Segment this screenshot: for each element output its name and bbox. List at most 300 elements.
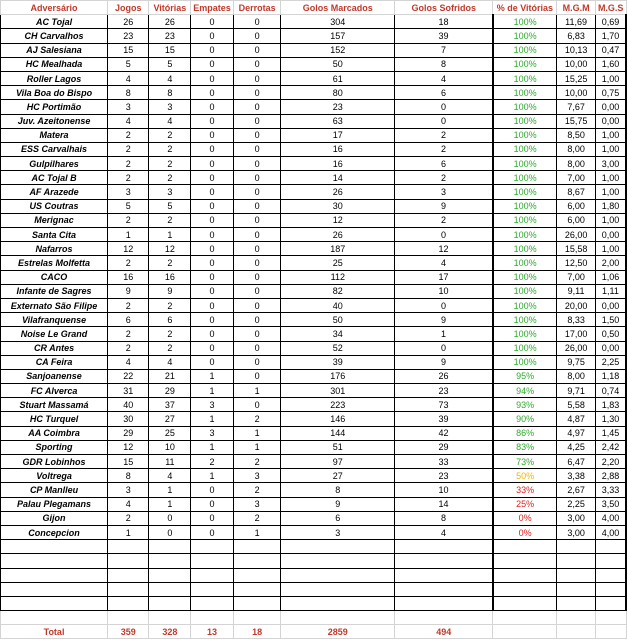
cell-mgm[interactable]: 7,00 — [557, 171, 596, 185]
cell-pct-vitorias[interactable]: 100% — [493, 100, 557, 114]
empty-cell[interactable] — [1, 582, 108, 596]
empty-cell[interactable] — [493, 611, 557, 625]
cell-empates[interactable]: 0 — [191, 199, 234, 213]
cell-mgm[interactable]: 8,50 — [557, 128, 596, 142]
cell-empates[interactable]: 0 — [191, 497, 234, 511]
empty-cell[interactable] — [557, 611, 596, 625]
cell-golos-sofridos[interactable]: 8 — [395, 57, 493, 71]
cell-mgm[interactable]: 4,97 — [557, 426, 596, 440]
cell-vitorias[interactable]: 2 — [149, 298, 191, 312]
cell-mgs[interactable]: 1,80 — [595, 199, 626, 213]
cell-adversario[interactable]: US Coutras — [1, 199, 108, 213]
cell-pct-vitorias[interactable]: 100% — [493, 341, 557, 355]
cell-mgm[interactable]: 12,50 — [557, 256, 596, 270]
cell-mgs[interactable]: 1,70 — [595, 29, 626, 43]
cell-golos-sofridos[interactable]: 9 — [395, 199, 493, 213]
cell-mgm[interactable]: 6,83 — [557, 29, 596, 43]
cell-golos-marcados[interactable]: 3 — [281, 525, 395, 539]
cell-pct-vitorias[interactable]: 100% — [493, 157, 557, 171]
cell-golos-sofridos[interactable]: 4 — [395, 525, 493, 539]
cell-jogos[interactable]: 9 — [108, 284, 149, 298]
cell-pct-vitorias[interactable]: 100% — [493, 256, 557, 270]
cell-empates[interactable]: 0 — [191, 341, 234, 355]
cell-jogos[interactable]: 2 — [108, 128, 149, 142]
cell-empates[interactable]: 0 — [191, 142, 234, 156]
cell-mgm[interactable]: 10,00 — [557, 57, 596, 71]
cell-derrotas[interactable]: 3 — [233, 469, 281, 483]
cell-jogos[interactable]: 3 — [108, 185, 149, 199]
header-adversario[interactable]: Adversário — [1, 1, 108, 15]
cell-adversario[interactable]: Noise Le Grand — [1, 327, 108, 341]
cell-mgm[interactable]: 8,00 — [557, 369, 596, 383]
cell-vitorias[interactable]: 3 — [149, 185, 191, 199]
cell-derrotas[interactable]: 0 — [233, 284, 281, 298]
cell-golos-marcados[interactable]: 8 — [281, 483, 395, 497]
cell-adversario[interactable]: HC Turquel — [1, 412, 108, 426]
cell-golos-sofridos[interactable]: 2 — [395, 213, 493, 227]
empty-cell[interactable] — [1, 568, 108, 582]
cell-mgs[interactable]: 0,00 — [595, 341, 626, 355]
cell-adversario[interactable]: FC Alverca — [1, 384, 108, 398]
cell-jogos[interactable]: 8 — [108, 469, 149, 483]
cell-golos-marcados[interactable]: 16 — [281, 157, 395, 171]
cell-derrotas[interactable]: 0 — [233, 15, 281, 29]
cell-derrotas[interactable]: 0 — [233, 355, 281, 369]
empty-cell[interactable] — [1, 611, 108, 625]
cell-mgs[interactable]: 1,83 — [595, 398, 626, 412]
cell-golos-marcados[interactable]: 61 — [281, 71, 395, 85]
cell-vitorias[interactable]: 8 — [149, 86, 191, 100]
total-vitorias[interactable]: 328 — [149, 625, 191, 639]
cell-golos-marcados[interactable]: 146 — [281, 412, 395, 426]
cell-empates[interactable]: 0 — [191, 15, 234, 29]
cell-empates[interactable]: 0 — [191, 511, 234, 525]
cell-vitorias[interactable]: 3 — [149, 100, 191, 114]
cell-vitorias[interactable]: 2 — [149, 327, 191, 341]
total-label[interactable]: Total — [1, 625, 108, 639]
cell-adversario[interactable]: Stuart Massamá — [1, 398, 108, 412]
cell-mgm[interactable]: 17,00 — [557, 327, 596, 341]
empty-cell[interactable] — [233, 554, 281, 568]
cell-adversario[interactable]: Gulpilhares — [1, 157, 108, 171]
cell-golos-sofridos[interactable]: 2 — [395, 128, 493, 142]
cell-golos-sofridos[interactable]: 2 — [395, 171, 493, 185]
cell-vitorias[interactable]: 2 — [149, 341, 191, 355]
empty-cell[interactable] — [191, 554, 234, 568]
cell-empates[interactable]: 2 — [191, 455, 234, 469]
empty-cell[interactable] — [281, 596, 395, 610]
cell-vitorias[interactable]: 15 — [149, 43, 191, 57]
cell-mgs[interactable]: 2,00 — [595, 256, 626, 270]
cell-vitorias[interactable]: 4 — [149, 355, 191, 369]
header-derrotas[interactable]: Derrotas — [233, 1, 281, 15]
empty-cell[interactable] — [149, 540, 191, 554]
cell-derrotas[interactable]: 0 — [233, 369, 281, 383]
cell-mgm[interactable]: 2,25 — [557, 497, 596, 511]
cell-golos-marcados[interactable]: 50 — [281, 57, 395, 71]
cell-mgm[interactable]: 26,00 — [557, 341, 596, 355]
cell-empates[interactable]: 0 — [191, 185, 234, 199]
cell-jogos[interactable]: 1 — [108, 525, 149, 539]
cell-adversario[interactable]: Gijon — [1, 511, 108, 525]
cell-adversario[interactable]: AC Tojal — [1, 15, 108, 29]
cell-mgs[interactable]: 1,00 — [595, 185, 626, 199]
cell-empates[interactable]: 0 — [191, 242, 234, 256]
cell-derrotas[interactable]: 0 — [233, 341, 281, 355]
cell-adversario[interactable]: Vilafranquense — [1, 313, 108, 327]
cell-jogos[interactable]: 22 — [108, 369, 149, 383]
cell-mgm[interactable]: 6,47 — [557, 455, 596, 469]
cell-vitorias[interactable]: 21 — [149, 369, 191, 383]
empty-cell[interactable] — [191, 611, 234, 625]
cell-golos-marcados[interactable]: 9 — [281, 497, 395, 511]
cell-derrotas[interactable]: 0 — [233, 313, 281, 327]
empty-cell[interactable] — [149, 568, 191, 582]
empty-cell[interactable] — [557, 540, 596, 554]
empty-cell[interactable] — [281, 540, 395, 554]
cell-empates[interactable]: 0 — [191, 86, 234, 100]
cell-empates[interactable]: 0 — [191, 327, 234, 341]
cell-derrotas[interactable]: 0 — [233, 213, 281, 227]
cell-empates[interactable]: 0 — [191, 213, 234, 227]
cell-empates[interactable]: 0 — [191, 256, 234, 270]
cell-golos-sofridos[interactable]: 39 — [395, 412, 493, 426]
cell-mgm[interactable]: 4,25 — [557, 440, 596, 454]
cell-pct-vitorias[interactable]: 100% — [493, 355, 557, 369]
cell-vitorias[interactable]: 2 — [149, 128, 191, 142]
cell-vitorias[interactable]: 2 — [149, 171, 191, 185]
empty-cell[interactable] — [191, 540, 234, 554]
empty-cell[interactable] — [233, 611, 281, 625]
cell-adversario[interactable]: Nafarros — [1, 242, 108, 256]
cell-pct-vitorias[interactable]: 83% — [493, 440, 557, 454]
cell-golos-marcados[interactable]: 14 — [281, 171, 395, 185]
cell-empates[interactable]: 1 — [191, 440, 234, 454]
cell-mgs[interactable]: 2,25 — [595, 355, 626, 369]
cell-golos-sofridos[interactable]: 26 — [395, 369, 493, 383]
cell-vitorias[interactable]: 1 — [149, 483, 191, 497]
cell-derrotas[interactable]: 0 — [233, 298, 281, 312]
cell-golos-sofridos[interactable]: 0 — [395, 228, 493, 242]
cell-golos-sofridos[interactable]: 6 — [395, 86, 493, 100]
cell-mgs[interactable]: 0,00 — [595, 228, 626, 242]
empty-cell[interactable] — [557, 596, 596, 610]
cell-mgm[interactable]: 6,00 — [557, 213, 596, 227]
cell-pct-vitorias[interactable]: 100% — [493, 327, 557, 341]
empty-cell[interactable] — [493, 596, 557, 610]
cell-empates[interactable]: 0 — [191, 525, 234, 539]
cell-mgs[interactable]: 1,00 — [595, 71, 626, 85]
empty-cell[interactable] — [595, 611, 626, 625]
cell-jogos[interactable]: 5 — [108, 57, 149, 71]
cell-vitorias[interactable]: 23 — [149, 29, 191, 43]
cell-golos-sofridos[interactable]: 4 — [395, 256, 493, 270]
empty-cell[interactable] — [149, 554, 191, 568]
cell-pct-vitorias[interactable]: 100% — [493, 185, 557, 199]
cell-mgs[interactable]: 1,60 — [595, 57, 626, 71]
cell-mgs[interactable]: 0,00 — [595, 114, 626, 128]
empty-cell[interactable] — [233, 582, 281, 596]
cell-pct-vitorias[interactable]: 100% — [493, 313, 557, 327]
cell-jogos[interactable]: 16 — [108, 270, 149, 284]
cell-derrotas[interactable]: 0 — [233, 199, 281, 213]
total-mgm[interactable] — [557, 625, 596, 639]
cell-jogos[interactable]: 40 — [108, 398, 149, 412]
cell-vitorias[interactable]: 5 — [149, 57, 191, 71]
cell-derrotas[interactable]: 2 — [233, 511, 281, 525]
cell-pct-vitorias[interactable]: 0% — [493, 511, 557, 525]
cell-pct-vitorias[interactable]: 100% — [493, 228, 557, 242]
cell-derrotas[interactable]: 0 — [233, 327, 281, 341]
cell-mgs[interactable]: 0,69 — [595, 15, 626, 29]
cell-derrotas[interactable]: 0 — [233, 86, 281, 100]
cell-jogos[interactable]: 2 — [108, 213, 149, 227]
cell-derrotas[interactable]: 0 — [233, 100, 281, 114]
cell-derrotas[interactable]: 0 — [233, 142, 281, 156]
cell-mgs[interactable]: 1,30 — [595, 412, 626, 426]
total-mgs[interactable] — [595, 625, 626, 639]
cell-jogos[interactable]: 30 — [108, 412, 149, 426]
cell-derrotas[interactable]: 0 — [233, 71, 281, 85]
cell-pct-vitorias[interactable]: 100% — [493, 270, 557, 284]
cell-pct-vitorias[interactable]: 100% — [493, 57, 557, 71]
empty-cell[interactable] — [149, 582, 191, 596]
empty-cell[interactable] — [493, 568, 557, 582]
cell-mgs[interactable]: 4,00 — [595, 511, 626, 525]
cell-empates[interactable]: 1 — [191, 384, 234, 398]
empty-cell[interactable] — [395, 568, 493, 582]
cell-derrotas[interactable]: 0 — [233, 171, 281, 185]
header-golos-sofridos[interactable]: Golos Sofridos — [395, 1, 493, 15]
cell-derrotas[interactable]: 2 — [233, 412, 281, 426]
cell-mgs[interactable]: 1,50 — [595, 313, 626, 327]
cell-jogos[interactable]: 5 — [108, 199, 149, 213]
cell-golos-marcados[interactable]: 39 — [281, 355, 395, 369]
cell-golos-sofridos[interactable]: 14 — [395, 497, 493, 511]
total-empates[interactable]: 13 — [191, 625, 234, 639]
cell-jogos[interactable]: 2 — [108, 341, 149, 355]
cell-jogos[interactable]: 4 — [108, 71, 149, 85]
empty-cell[interactable] — [595, 540, 626, 554]
cell-pct-vitorias[interactable]: 100% — [493, 86, 557, 100]
cell-empates[interactable]: 0 — [191, 313, 234, 327]
cell-vitorias[interactable]: 29 — [149, 384, 191, 398]
empty-cell[interactable] — [233, 540, 281, 554]
cell-mgs[interactable]: 1,11 — [595, 284, 626, 298]
cell-derrotas[interactable]: 0 — [233, 43, 281, 57]
cell-vitorias[interactable]: 9 — [149, 284, 191, 298]
cell-jogos[interactable]: 3 — [108, 483, 149, 497]
cell-golos-sofridos[interactable]: 23 — [395, 469, 493, 483]
cell-vitorias[interactable]: 11 — [149, 455, 191, 469]
cell-golos-sofridos[interactable]: 17 — [395, 270, 493, 284]
cell-golos-marcados[interactable]: 63 — [281, 114, 395, 128]
cell-golos-sofridos[interactable]: 39 — [395, 29, 493, 43]
cell-empates[interactable]: 1 — [191, 412, 234, 426]
empty-cell[interactable] — [595, 554, 626, 568]
cell-empates[interactable]: 1 — [191, 469, 234, 483]
cell-jogos[interactable]: 2 — [108, 511, 149, 525]
cell-pct-vitorias[interactable]: 90% — [493, 412, 557, 426]
cell-adversario[interactable]: ESS Carvalhais — [1, 142, 108, 156]
cell-adversario[interactable]: Infante de Sagres — [1, 284, 108, 298]
cell-jogos[interactable]: 2 — [108, 157, 149, 171]
cell-empates[interactable]: 0 — [191, 270, 234, 284]
cell-pct-vitorias[interactable]: 95% — [493, 369, 557, 383]
header-pct-vitorias[interactable]: % de Vitórias — [493, 1, 557, 15]
cell-mgm[interactable]: 11,69 — [557, 15, 596, 29]
cell-adversario[interactable]: Palau Plegamans — [1, 497, 108, 511]
cell-empates[interactable]: 0 — [191, 355, 234, 369]
empty-cell[interactable] — [595, 596, 626, 610]
empty-cell[interactable] — [557, 568, 596, 582]
empty-cell[interactable] — [281, 554, 395, 568]
cell-golos-marcados[interactable]: 6 — [281, 511, 395, 525]
cell-mgs[interactable]: 0,75 — [595, 86, 626, 100]
cell-jogos[interactable]: 12 — [108, 440, 149, 454]
cell-golos-marcados[interactable]: 50 — [281, 313, 395, 327]
cell-jogos[interactable]: 26 — [108, 15, 149, 29]
cell-adversario[interactable]: Sanjoanense — [1, 369, 108, 383]
cell-golos-sofridos[interactable]: 3 — [395, 185, 493, 199]
cell-golos-sofridos[interactable]: 29 — [395, 440, 493, 454]
cell-mgm[interactable]: 10,13 — [557, 43, 596, 57]
cell-pct-vitorias[interactable]: 93% — [493, 398, 557, 412]
cell-golos-sofridos[interactable]: 18 — [395, 15, 493, 29]
cell-derrotas[interactable]: 2 — [233, 455, 281, 469]
empty-cell[interactable] — [281, 568, 395, 582]
cell-adversario[interactable]: Concepcion — [1, 525, 108, 539]
cell-derrotas[interactable]: 1 — [233, 525, 281, 539]
empty-cell[interactable] — [108, 582, 149, 596]
cell-golos-marcados[interactable]: 26 — [281, 185, 395, 199]
empty-cell[interactable] — [108, 568, 149, 582]
cell-pct-vitorias[interactable]: 33% — [493, 483, 557, 497]
header-empates[interactable]: Empates — [191, 1, 234, 15]
cell-jogos[interactable]: 15 — [108, 455, 149, 469]
cell-golos-marcados[interactable]: 12 — [281, 213, 395, 227]
empty-cell[interactable] — [191, 596, 234, 610]
cell-mgm[interactable]: 15,75 — [557, 114, 596, 128]
empty-cell[interactable] — [1, 540, 108, 554]
cell-pct-vitorias[interactable]: 100% — [493, 114, 557, 128]
cell-pct-vitorias[interactable]: 100% — [493, 171, 557, 185]
cell-vitorias[interactable]: 10 — [149, 440, 191, 454]
cell-golos-marcados[interactable]: 144 — [281, 426, 395, 440]
empty-cell[interactable] — [493, 554, 557, 568]
cell-empates[interactable]: 0 — [191, 128, 234, 142]
cell-empates[interactable]: 0 — [191, 29, 234, 43]
cell-mgs[interactable]: 0,47 — [595, 43, 626, 57]
cell-golos-marcados[interactable]: 25 — [281, 256, 395, 270]
cell-mgs[interactable]: 2,88 — [595, 469, 626, 483]
cell-mgs[interactable]: 1,00 — [595, 171, 626, 185]
cell-mgm[interactable]: 3,00 — [557, 511, 596, 525]
cell-vitorias[interactable]: 25 — [149, 426, 191, 440]
header-vitorias[interactable]: Vitórias — [149, 1, 191, 15]
empty-cell[interactable] — [395, 582, 493, 596]
cell-mgm[interactable]: 20,00 — [557, 298, 596, 312]
cell-adversario[interactable]: GDR Lobinhos — [1, 455, 108, 469]
cell-mgm[interactable]: 8,00 — [557, 157, 596, 171]
cell-derrotas[interactable]: 0 — [233, 114, 281, 128]
cell-empates[interactable]: 3 — [191, 398, 234, 412]
cell-jogos[interactable]: 1 — [108, 228, 149, 242]
empty-cell[interactable] — [557, 554, 596, 568]
cell-pct-vitorias[interactable]: 25% — [493, 497, 557, 511]
cell-empates[interactable]: 0 — [191, 284, 234, 298]
cell-vitorias[interactable]: 37 — [149, 398, 191, 412]
cell-mgs[interactable]: 1,00 — [595, 128, 626, 142]
cell-pct-vitorias[interactable]: 100% — [493, 284, 557, 298]
cell-golos-marcados[interactable]: 82 — [281, 284, 395, 298]
cell-empates[interactable]: 0 — [191, 114, 234, 128]
cell-golos-marcados[interactable]: 17 — [281, 128, 395, 142]
cell-pct-vitorias[interactable]: 100% — [493, 29, 557, 43]
cell-vitorias[interactable]: 6 — [149, 313, 191, 327]
cell-vitorias[interactable]: 12 — [149, 242, 191, 256]
cell-golos-sofridos[interactable]: 1 — [395, 327, 493, 341]
empty-cell[interactable] — [108, 611, 149, 625]
cell-golos-sofridos[interactable]: 73 — [395, 398, 493, 412]
cell-jogos[interactable]: 3 — [108, 100, 149, 114]
cell-golos-sofridos[interactable]: 42 — [395, 426, 493, 440]
cell-adversario[interactable]: HC Portimão — [1, 100, 108, 114]
cell-adversario[interactable]: Juv. Azeitonense — [1, 114, 108, 128]
total-golos-sofridos[interactable]: 494 — [395, 625, 493, 639]
cell-adversario[interactable]: AC Tojal B — [1, 171, 108, 185]
cell-golos-marcados[interactable]: 152 — [281, 43, 395, 57]
cell-pct-vitorias[interactable]: 0% — [493, 525, 557, 539]
cell-jogos[interactable]: 2 — [108, 327, 149, 341]
cell-adversario[interactable]: Voltrega — [1, 469, 108, 483]
cell-vitorias[interactable]: 2 — [149, 142, 191, 156]
cell-adversario[interactable]: Matera — [1, 128, 108, 142]
cell-derrotas[interactable]: 3 — [233, 497, 281, 511]
header-golos-marcados[interactable]: Golos Marcados — [281, 1, 395, 15]
cell-golos-sofridos[interactable]: 8 — [395, 511, 493, 525]
cell-pct-vitorias[interactable]: 73% — [493, 455, 557, 469]
total-derrotas[interactable]: 18 — [233, 625, 281, 639]
cell-adversario[interactable]: CP Manlleu — [1, 483, 108, 497]
cell-empates[interactable]: 0 — [191, 298, 234, 312]
cell-empates[interactable]: 1 — [191, 369, 234, 383]
cell-empates[interactable]: 0 — [191, 228, 234, 242]
cell-mgs[interactable]: 2,20 — [595, 455, 626, 469]
cell-empates[interactable]: 0 — [191, 483, 234, 497]
cell-vitorias[interactable]: 5 — [149, 199, 191, 213]
cell-adversario[interactable]: Vila Boa do Bispo — [1, 86, 108, 100]
cell-mgm[interactable]: 5,58 — [557, 398, 596, 412]
cell-adversario[interactable]: Externato São Filipe — [1, 298, 108, 312]
cell-mgs[interactable]: 1,00 — [595, 213, 626, 227]
cell-mgm[interactable]: 10,00 — [557, 86, 596, 100]
cell-derrotas[interactable]: 2 — [233, 483, 281, 497]
cell-mgm[interactable]: 8,00 — [557, 142, 596, 156]
cell-adversario[interactable]: Roller Lagos — [1, 71, 108, 85]
cell-vitorias[interactable]: 1 — [149, 497, 191, 511]
cell-derrotas[interactable]: 0 — [233, 270, 281, 284]
empty-cell[interactable] — [191, 582, 234, 596]
cell-golos-sofridos[interactable]: 9 — [395, 355, 493, 369]
cell-adversario[interactable]: AA Coimbra — [1, 426, 108, 440]
cell-golos-marcados[interactable]: 112 — [281, 270, 395, 284]
cell-derrotas[interactable]: 1 — [233, 426, 281, 440]
header-mgm[interactable]: M.G.M — [557, 1, 596, 15]
cell-jogos[interactable]: 15 — [108, 43, 149, 57]
cell-jogos[interactable]: 4 — [108, 497, 149, 511]
header-jogos[interactable]: Jogos — [108, 1, 149, 15]
